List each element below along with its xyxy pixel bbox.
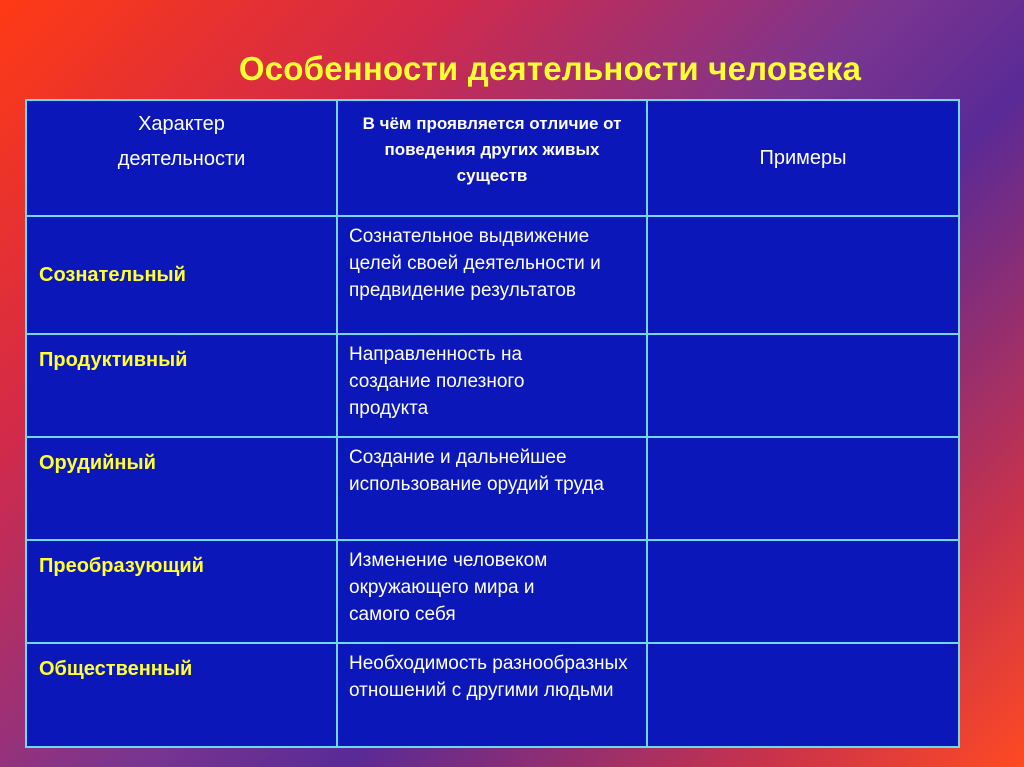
row-name-cell: Общественный [26, 643, 337, 747]
header-examples: Примеры [647, 100, 959, 216]
row-description-cell: Сознательное выдвижение целей своей деятельности и предвидение результатов [337, 216, 647, 334]
table-row [26, 437, 959, 540]
row-examples-cell[interactable] [647, 437, 959, 540]
row-description-cell: Необходимость разнообразных отношений с другими людьми [337, 643, 647, 747]
row-name-cell: Продуктивный [26, 334, 337, 437]
row-examples-cell[interactable] [647, 334, 959, 437]
activity-features-table [25, 99, 960, 748]
row-description-cell: Направленность на создание полезного продукта [337, 334, 647, 437]
row-description-cell: Создание и дальнейшее использование орудий труда [337, 437, 647, 540]
header-difference: В чём проявляется отличие от поведения других живых существ [337, 100, 647, 216]
row-name-cell: Сознательный [26, 216, 337, 334]
row-name-cell: Преобразующий [26, 540, 337, 643]
row-description-cell: Изменение человеком окружающего мира и самого себя [337, 540, 647, 643]
table-row [26, 216, 959, 334]
row-examples-cell[interactable] [647, 643, 959, 747]
row-examples-cell[interactable] [647, 216, 959, 334]
row-examples-cell[interactable] [647, 540, 959, 643]
table-row [26, 643, 959, 747]
row-name-cell: Орудийный [26, 437, 337, 540]
table-header-row [26, 100, 959, 216]
table-row [26, 540, 959, 643]
table-row [26, 334, 959, 437]
header-activity-character: Характер деятельности [26, 100, 337, 216]
slide-title: Особенности деятельности человека [238, 50, 862, 87]
